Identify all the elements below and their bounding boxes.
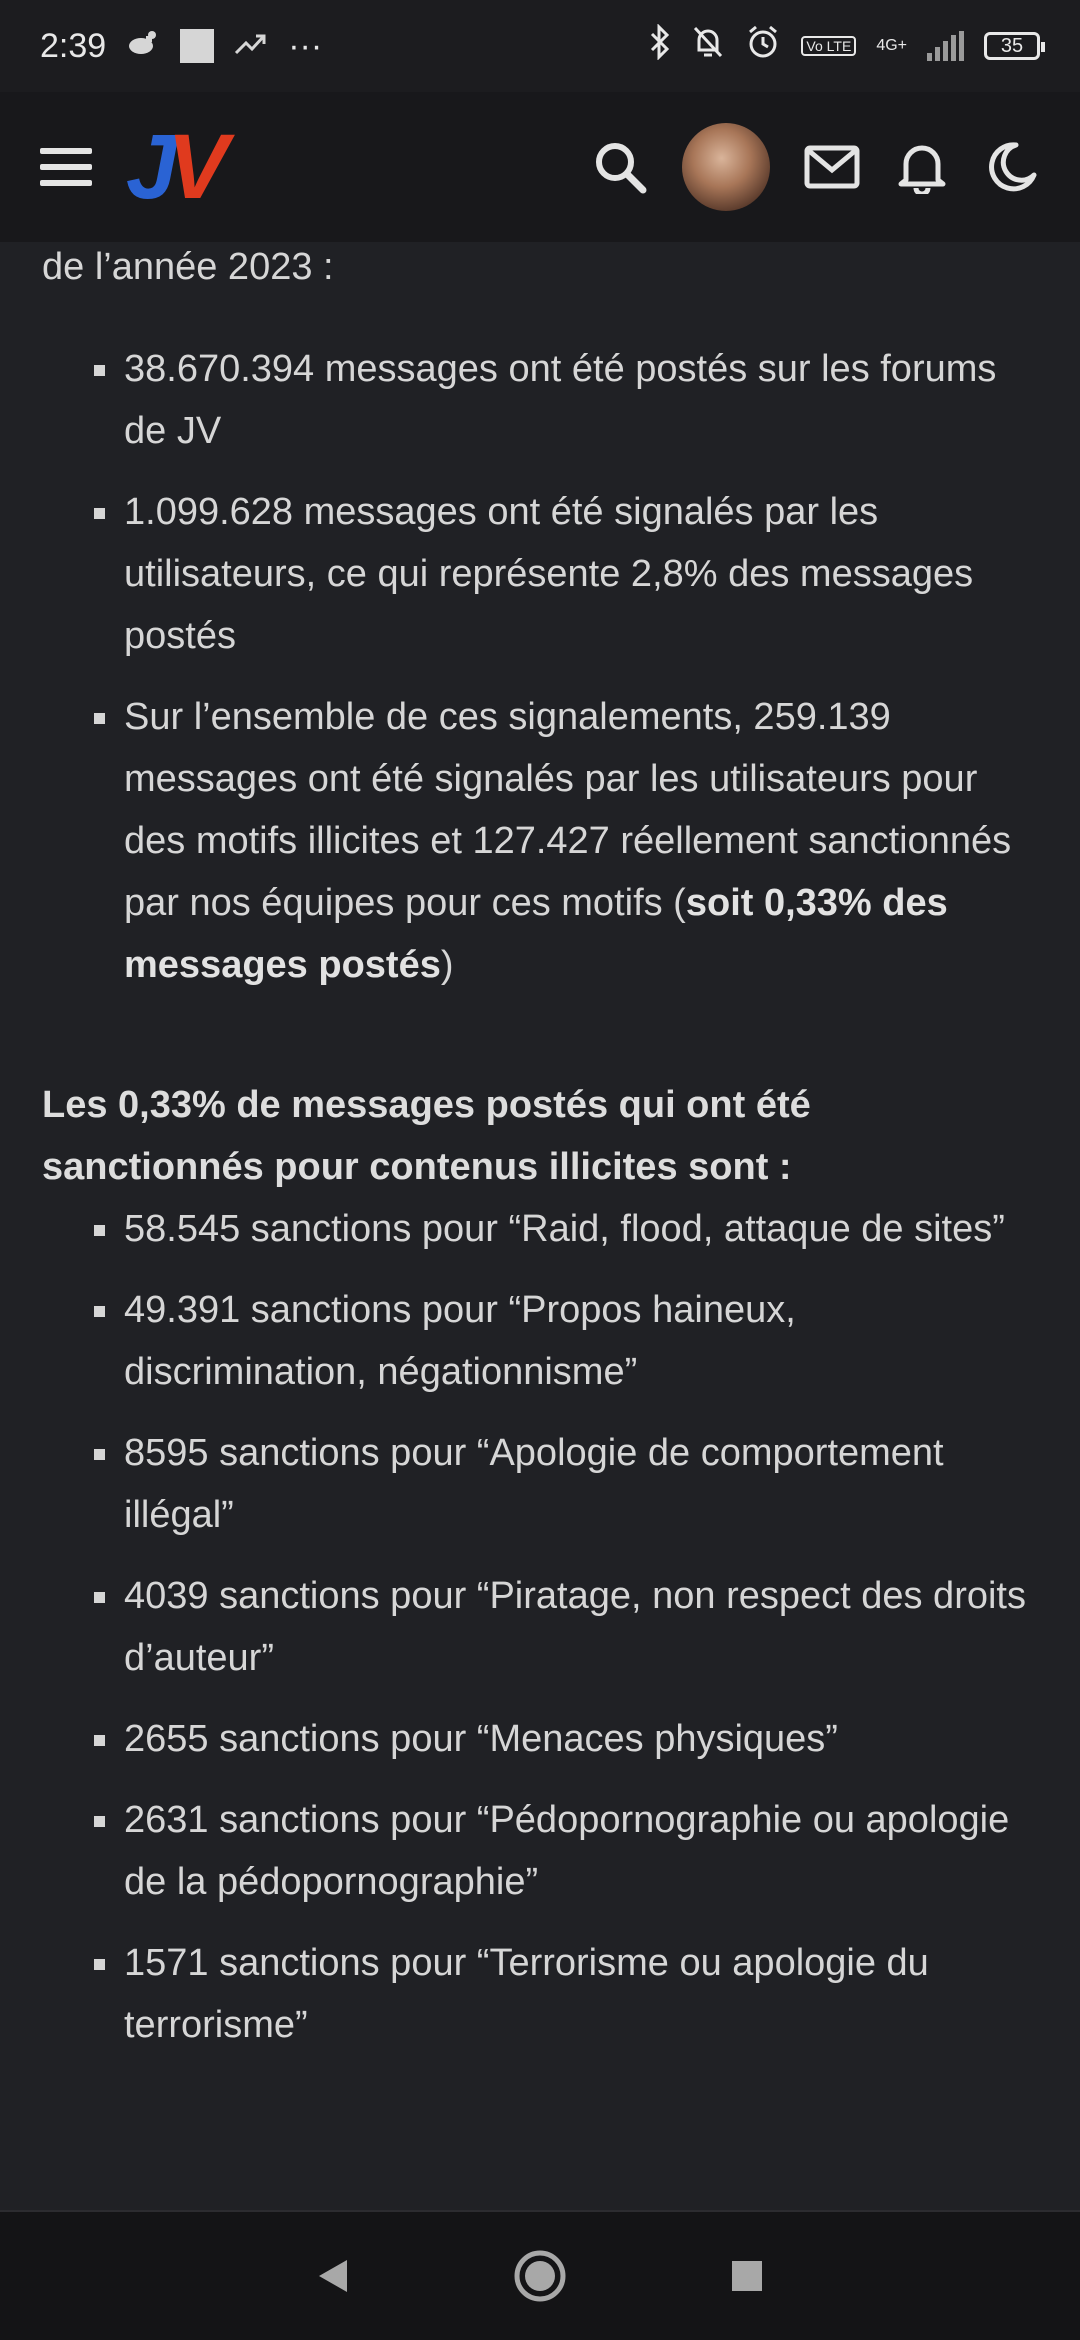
list-item-text: Sur l’ensemble de ces signalements, 259.139 messages ont été signalés par les utilisateurs pour des motifs illicites et 127.427 réellement sanctionnés par nos équipes pour ces motifs (: [124, 696, 1012, 924]
list-item: 49.391 sanctions pour “Propos haineux, discrimination, négationnisme”: [124, 1279, 1038, 1403]
notification-app-icon: [126, 27, 160, 66]
hamburger-icon[interactable]: [40, 148, 92, 186]
network-type: 4G+: [876, 37, 907, 54]
sanctions-heading: Les 0,33% de messages postés qui ont été sanctionnés pour contenus illicites sont :: [42, 1084, 811, 1188]
battery-icon: [984, 32, 1040, 60]
list-item: 4039 sanctions pour “Piratage, non respect des droits d’auteur”: [124, 1565, 1038, 1689]
mail-icon[interactable]: [804, 139, 860, 195]
list-item: 2655 sanctions pour “Menaces physiques”: [124, 1708, 1038, 1770]
volte-indicator: Vo LTE: [801, 36, 856, 56]
more-notifications-icon: ···: [288, 26, 323, 65]
list-item: 38.670.394 messages ont été postés sur les forums de JV: [124, 338, 1038, 462]
system-nav-bar: [0, 2210, 1080, 2340]
article-content: [0, 242, 1080, 2210]
bluetooth-icon: [649, 24, 671, 69]
bell-icon[interactable]: [894, 139, 950, 195]
list-item-bold-text: soit 0,33% des messages postés: [124, 882, 948, 986]
jv-logo[interactable]: [126, 116, 219, 218]
notification-square-icon: [180, 29, 214, 63]
logo-letter-j: J: [126, 116, 168, 218]
status-right: [649, 24, 1040, 69]
list-item: 58.545 sanctions pour “Raid, flood, attaque de sites”: [124, 1198, 1038, 1260]
signal-strength-icon: [927, 31, 964, 61]
list-item: [124, 686, 1038, 996]
list-item: 2631 sanctions pour “Pédopornographie ou apologie de la pédopornographie”: [124, 1789, 1038, 1913]
list-item: 1.099.628 messages ont été signalés par les utilisateurs, ce qui représente 2,8% des messages postés: [124, 481, 1038, 667]
status-time: 2:39: [40, 26, 107, 65]
list-item: 1571 sanctions pour “Terrorisme ou apologie du terrorisme”: [124, 1932, 1038, 2056]
alarm-icon: [745, 24, 781, 69]
recents-square-icon[interactable]: [717, 2246, 777, 2306]
muted-bell-icon: [691, 24, 725, 69]
intro-tail-text: de l’année 2023 :: [42, 246, 334, 288]
battery-level: 35: [1000, 34, 1024, 57]
logo-letter-v: V: [167, 116, 219, 218]
sanctions-list: [42, 1198, 1038, 2056]
back-triangle-icon[interactable]: [303, 2246, 363, 2306]
stats-list: [42, 338, 1038, 996]
header-actions: [592, 123, 1040, 211]
status-left: [40, 27, 322, 66]
avatar[interactable]: [682, 123, 770, 211]
home-circle-icon[interactable]: [510, 2246, 570, 2306]
trending-icon: [234, 27, 268, 66]
app-header: [0, 92, 1080, 242]
list-item: 8595 sanctions pour “Apologie de comportement illégal”: [124, 1422, 1038, 1546]
moon-icon[interactable]: [984, 139, 1040, 195]
search-icon[interactable]: [592, 139, 648, 195]
list-item-text-end: ): [440, 944, 454, 986]
status-bar: [0, 0, 1080, 92]
